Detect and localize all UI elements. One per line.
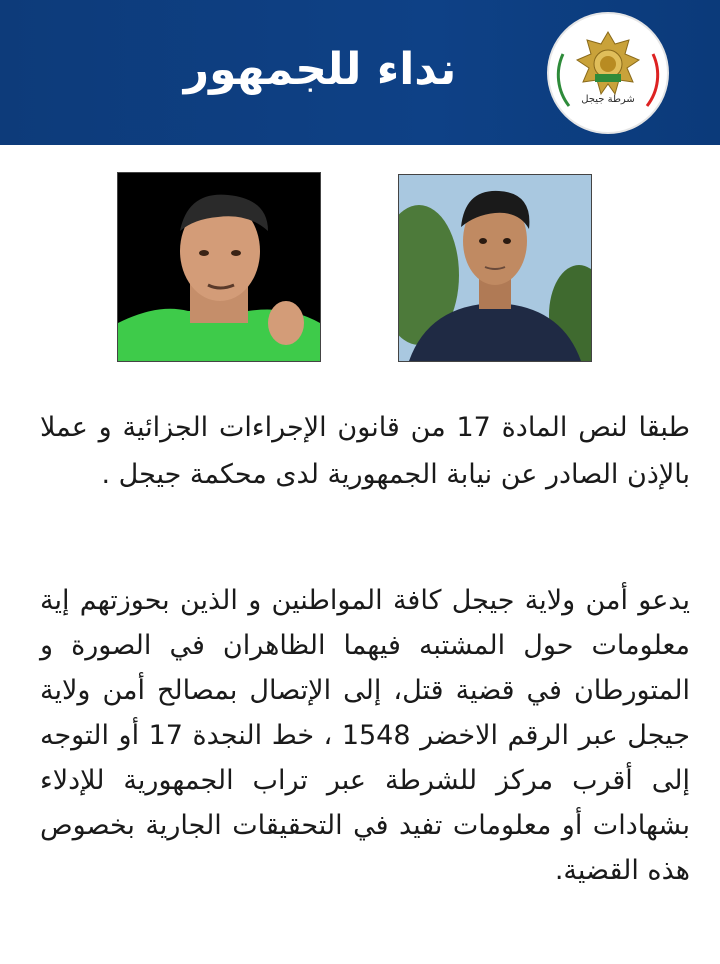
suspect-photo-right — [398, 174, 592, 362]
police-emblem-icon — [549, 14, 667, 132]
legal-basis-paragraph: طبقا لنص المادة 17 من قانون الإجراءات الجزائية و عملا بالإذن الصادر عن نيابة الجمهورية لدى محكمة جيجل . — [40, 412, 690, 490]
banner-title: نداء للجمهور — [183, 44, 457, 95]
appeal-paragraph: يدعو أمن ولاية جيجل كافة المواطنين و الذين بحوزتهم إية معلومات حول المشتبه فيهما الظاهران في الصورة و المتورطان في قضية قتل، إلى الإتصال بمصالح أمن ولاية جيجل عبر الرقم الاخضر 1548 ، خط النجدة 17 أو التوجه إلى أقرب مركز للشرطة عبر تراب الجمهورية للإدلاء بشهادات أو معلومات تفيد في التحقيقات الجارية بخصوص هذه القضية. — [40, 585, 690, 886]
logo-caption: شرطة جيجل — [581, 94, 635, 105]
header-banner — [0, 0, 720, 145]
suspect-photo-left — [117, 172, 321, 362]
